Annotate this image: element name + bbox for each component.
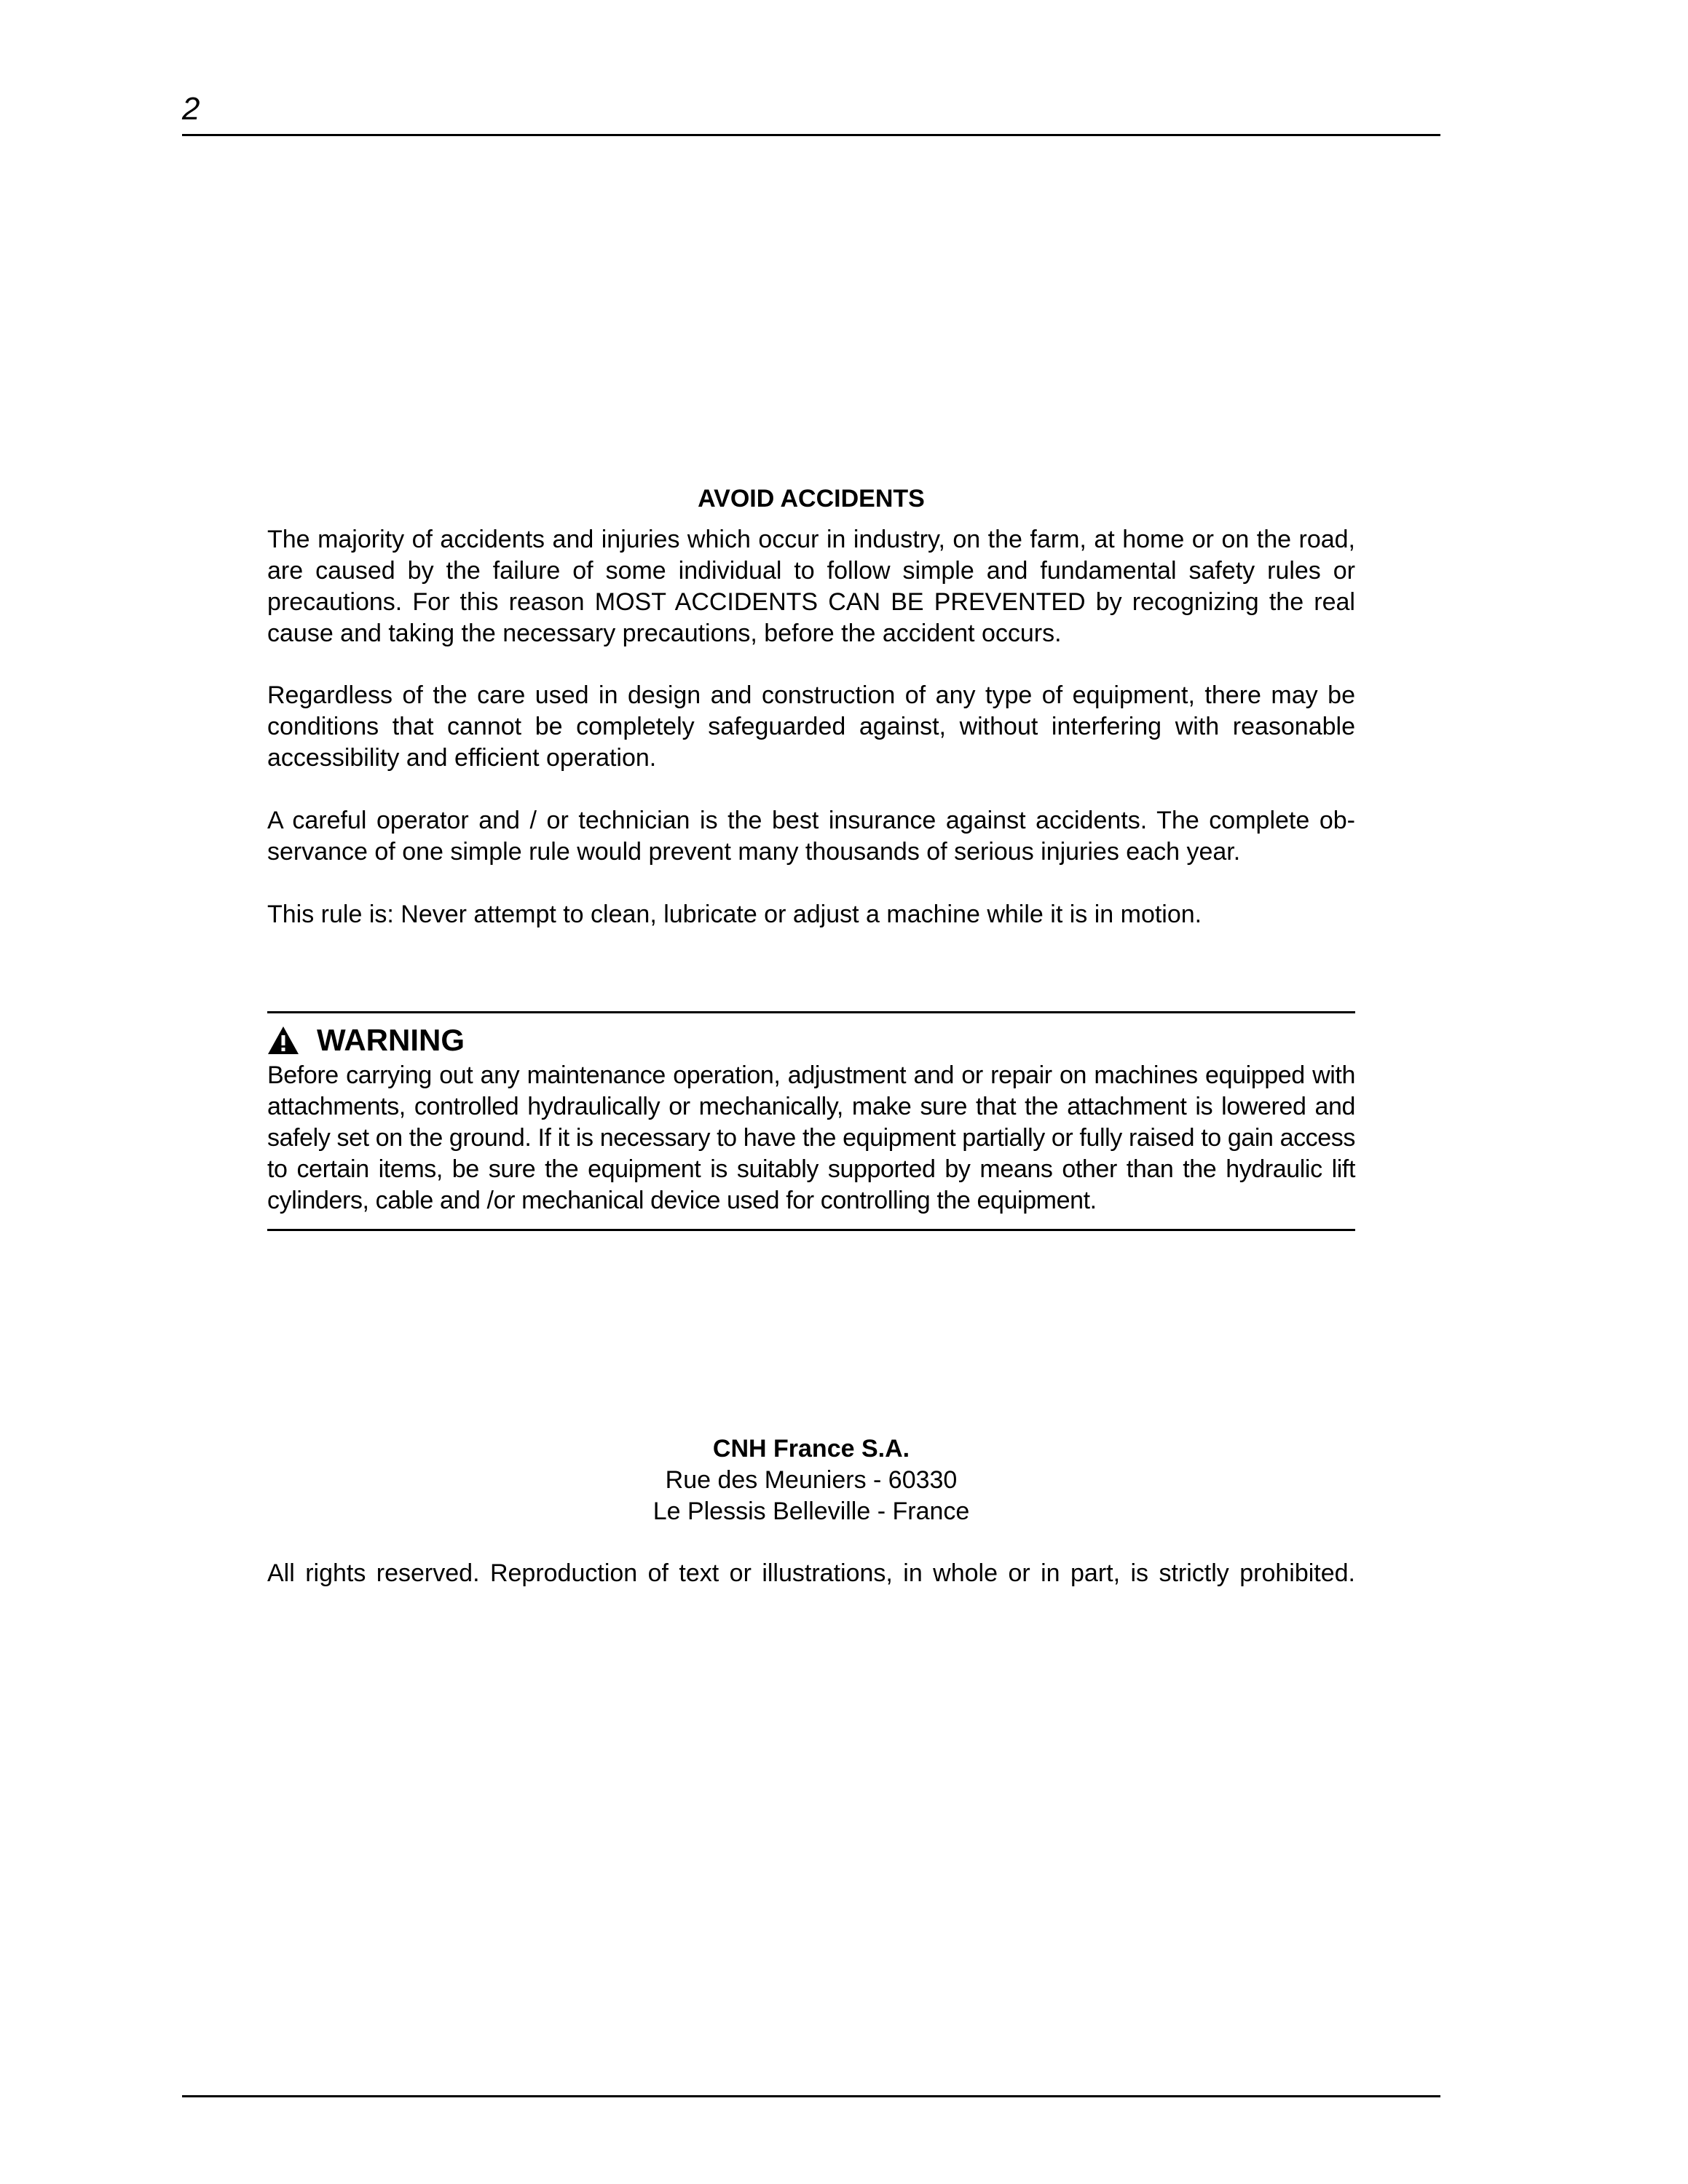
warning-body: Before carrying out any maintenance operation, adjustment and or repair on machines equipped with attachments, controlled hydraulically or mechanically, make sure that the attachment is lowered and safely set on the ground. If it is necessary to have the equipment partially or fully raised to gain access to certain items, be sure the equipment is suitably supported by means other than the hydraulic lift cylinders, cable and /or mechanical device used for controlling the equipment.: [267, 1061, 1355, 1214]
footer-rule: [182, 2095, 1440, 2097]
company-address: [267, 1433, 1355, 1527]
warning-top-rule: [267, 1011, 1355, 1013]
warning-heading: [267, 1022, 465, 1059]
address-street: Rue des Meuniers - 60330: [665, 1466, 958, 1494]
warning-label: WARNING: [317, 1023, 465, 1057]
page-number: 2: [182, 91, 200, 127]
address-city: Le Plessis Belleville - France: [652, 1497, 970, 1525]
company-name: CNH France S.A.: [712, 1435, 910, 1463]
header-rule: [182, 134, 1440, 136]
warning-triangle-icon: [267, 1026, 317, 1055]
warning-bottom-rule: [267, 1229, 1355, 1231]
paragraph-3: A careful operator and / or technician is the best insurance against accidents. The complete observance of one simple rule would prevent many thousands of serious injuries each year.: [267, 807, 1355, 866]
rights-notice: All rights reserved. Reproduction of text or illustrations, in whole or in part, is strictly prohibited.: [267, 1559, 1355, 1587]
paragraph-2: Regardless of the care used in design and construction of any type of equipment, there may be conditions that cannot be completely safeguarded against, without interfering with reasonable accessibility and efficient operation.: [267, 681, 1355, 772]
paragraph-4: This rule is: Never attempt to clean, lubricate or adjust a machine while it is in motion.: [267, 901, 1202, 928]
section-title: AVOID ACCIDENTS: [698, 485, 925, 513]
paragraph-1: The majority of accidents and injuries which occur in industry, on the farm, at home or on the road, are caused by the failure of some individual to follow simple and fundamental safety rules or precautions. For this reason MOST ACCIDENTS CAN BE PREVENTED by recognizing the real cause and taking the necessary precautions, before the accident occurs.: [267, 526, 1355, 647]
